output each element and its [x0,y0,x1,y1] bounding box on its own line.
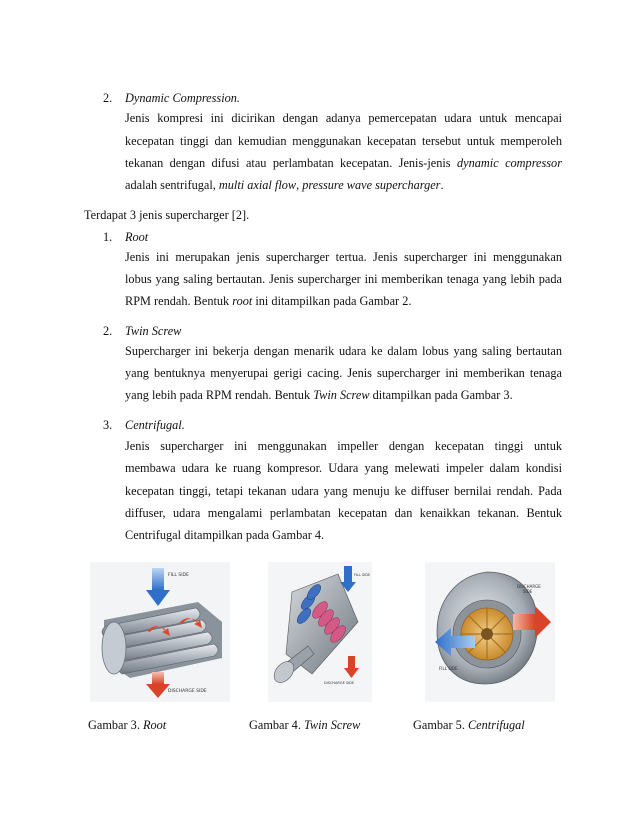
figure-caption: Gambar 5. Centrifugal [413,718,525,732]
list-number: 2. [103,91,113,105]
figure-centrifugal-supercharger [425,562,555,702]
figure-twin-screw-supercharger [268,562,372,702]
paragraph-line: adalah sentrifugal, multi axial flow, pressure wave supercharger. [125,178,444,192]
list-item-title: Centrifugal. [125,418,185,432]
figure-caption: Gambar 4. Twin Screw [249,718,361,732]
intro-sentence: Terdapat 3 jenis supercharger [2]. [84,208,250,222]
paragraph-line: tekanan dengan difusi atau perlambatan kecepatan. Jenis-jenis dynamic compressor [125,156,562,170]
fill-side-label: FILL SIDE [439,666,458,671]
list-number: 1. [103,230,113,244]
discharge-side-label: SIDE [523,589,533,594]
paragraph-line: kecepatan tinggi dan kemudian menggunakan kecepatan tersebut untuk memperoleh [125,134,562,148]
figure-caption: Gambar 3. Root [88,718,167,732]
paragraph-line: Jenis kompresi ini dicirikan dengan adanya pemercepatan udara untuk mencapai [125,111,562,125]
paragraph-line: RPM rendah. Bentuk root ini ditampilkan pada Gambar 2. [125,294,412,308]
discharge-side-label: DISCHARGE SIDE [324,681,355,685]
paragraph-line: Jenis supercharger ini menggunakan impeller dengan kecepatan tinggi untuk [125,439,562,453]
discharge-side-label: DISCHARGE SIDE [168,689,207,694]
list-item-title: Dynamic Compression. [125,91,240,105]
list-number: 2. [103,324,113,338]
paragraph-line: diffuser, udara mengalami perlambatan kecepatan dan kenaikkan tekanan. Bentuk [125,506,562,520]
list-item-title: Twin Screw [125,324,182,338]
paragraph-line: lobus yang saling bertautan. Jenis supercharger ini memberikan tenaga yang lebih pada [125,272,562,286]
paragraph-line: Supercharger ini bekerja dengan menarik udara ke dalam lobus yang saling bertautan [125,344,562,358]
paragraph-line: yang bentuknya menyerupai gerigi cacing. Jenis supercharger ini memberikan tenaga [125,366,562,380]
paragraph-line: Centrifugal ditampilkan pada Gambar 4. [125,528,325,542]
figure-root-supercharger [90,562,230,702]
list-item-title: Root [125,230,149,244]
paragraph-line: yang lebih pada RPM rendah. Bentuk Twin Screw ditampilkan pada Gambar 3. [125,388,513,402]
fill-side-label: FILL SIDE [168,573,189,578]
list-number: 3. [103,418,113,432]
fill-side-label: FILL SIDE [354,573,371,577]
paragraph-line: membawa udara ke ruang kompresor. Udara yang melewati impeler dalam kondisi [125,461,562,475]
paragraph-line: Jenis ini merupakan jenis supercharger tertua. Jenis supercharger ini menggunakan [125,250,562,264]
discharge-side-label: DISCHARGE [517,584,541,589]
paragraph-line: kecepatan tinggi, tetapi tekanan udara yang menuju ke diffuser bernilai rendah. Pada [125,484,562,498]
